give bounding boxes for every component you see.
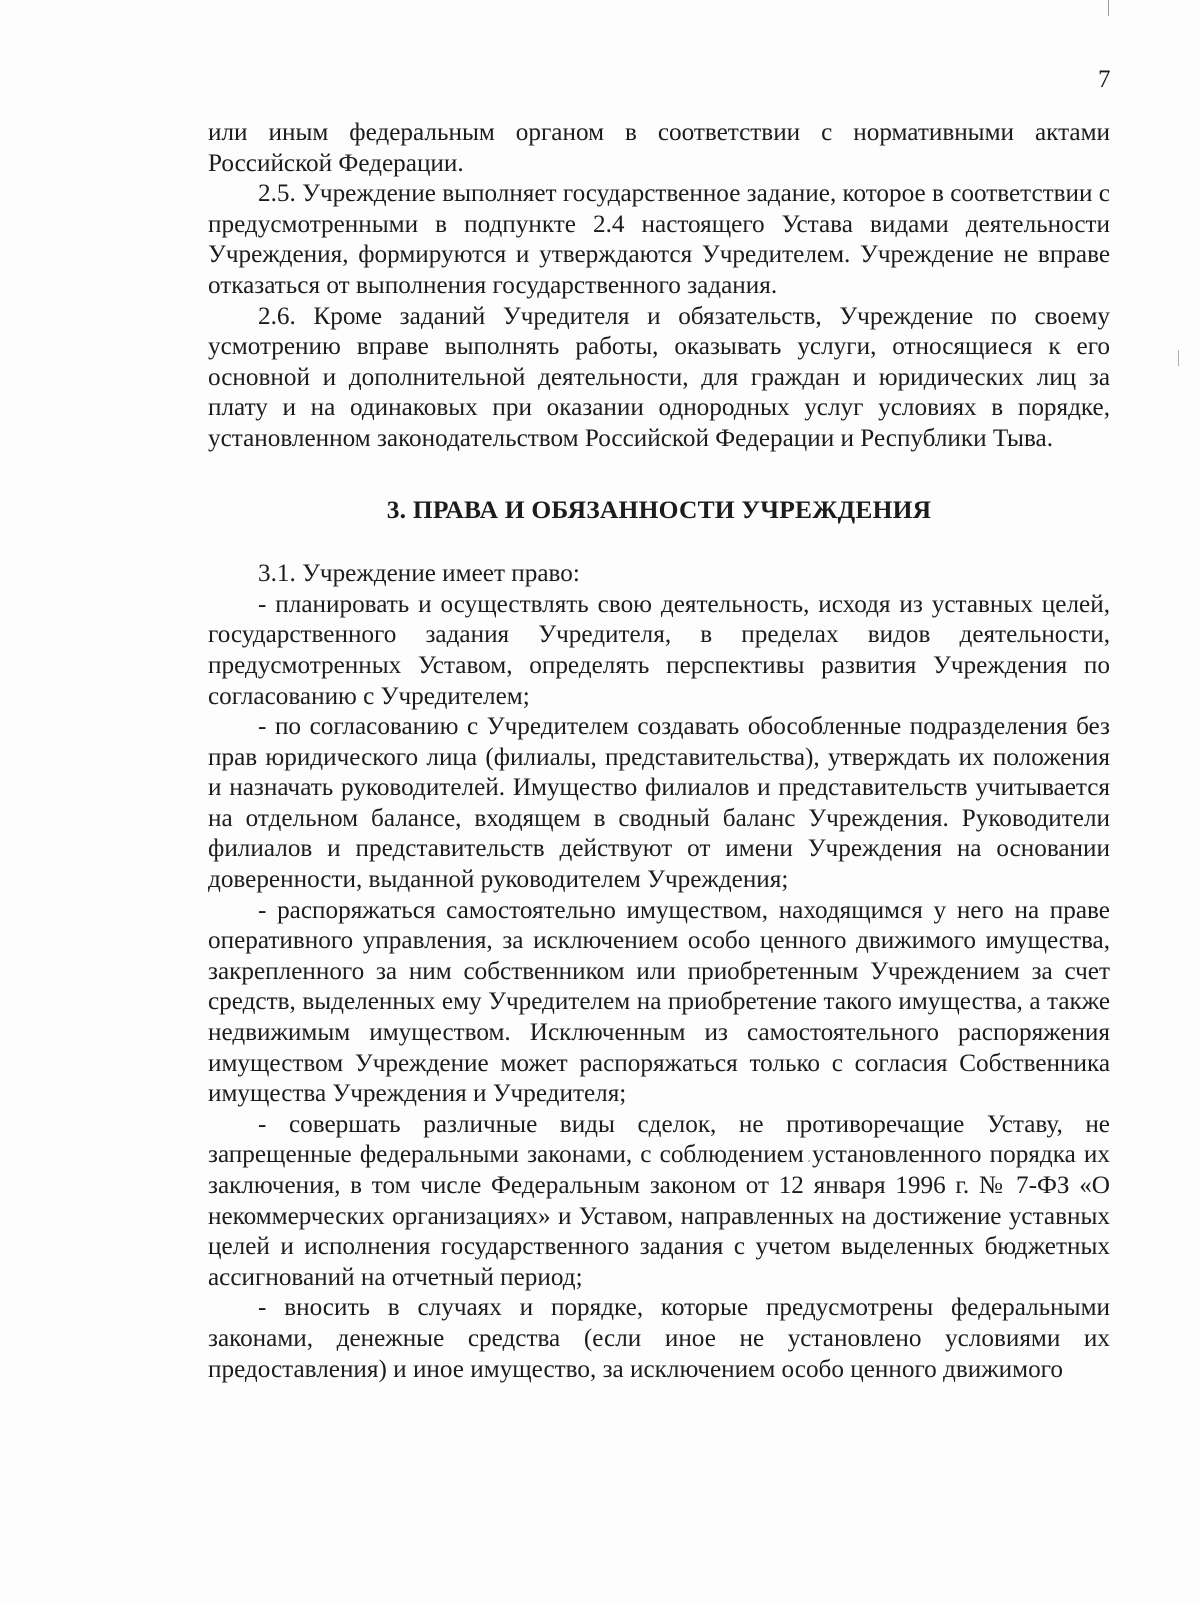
paragraph-2-5: 2.5. Учреждение выполняет государственное задание, которое в соответствии с предусмотренными в подпункте 2.4 настоящего Устава видами деятельности Учреждения, формируются и утверждаются Учредителем. Учреждение не вправе отказаться от выполнения государственного задания. bbox=[208, 180, 1110, 299]
paragraph-3-1: 3.1. Учреждение имеет право: bbox=[258, 560, 580, 588]
list-item-subdivisions: - по согласованию с Учредителем создавать обособленные подразделения без прав юридического лица (филиалы, представительства), утверждать их положения и назначать руководителей. Имущество филиалов и представительств учитывается на отдельном балансе, входящем в сводный баланс Учреждения. Руководители филиалов и представительств действуют от имени Учреждения на основании доверенности, выданной руководителем Учреждения; bbox=[208, 713, 1110, 894]
list-item-contributions: - вносить в случаях и порядке, которые предусмотрены федеральными законами, денежные средства (если иное не установлено условиями их предоставления) и иное имущество, за исключением особо ценного движимого bbox=[208, 1294, 1110, 1383]
list-item-transactions: - совершать различные виды сделок, не противоречащие Уставу, не запрещенные федеральными законами, с соблюдением установленного порядка их заключения, в том числе Федеральным законом от 12 января 1996 г. № 7-ФЗ «О некоммерческих организациях» и Уставом, направленных на достижение уставных целей и исполнения государственного задания с учетом выделенных бюджетных ассигнований на отчетный период; bbox=[208, 1110, 1110, 1291]
paragraph-continuation: или иным федеральным органом в соответствии с нормативными актами Российской Федерации. bbox=[208, 119, 1110, 177]
section-heading: 3. ПРАВА И ОБЯЗАННОСТИ УЧРЕЖДЕНИЯ bbox=[386, 494, 932, 524]
page-number: 7 bbox=[1098, 66, 1111, 93]
scan-mark bbox=[1108, 0, 1109, 16]
scan-mark bbox=[1178, 350, 1179, 366]
list-item-plan: - планировать и осуществлять свою деятельность, исходя из уставных целей, государственного задания Учредителя, в пределах видов деятельности, предусмотренных Уставом, определять перспективы развития Учреждения по согласованию с Учредителем; bbox=[208, 590, 1110, 710]
list-item-property: - распоряжаться самостоятельно имуществом, находящимся у него на праве оперативного управления, за исключением особо ценного движимого имущества, закрепленного за ним собственником или приобретенным Учреждением за счет средств, выделенных ему Учредителем на приобретение такого имущества, а также недвижимым имуществом. Исключенным из самостоятельного распоряжения имуществом Учреждение может распоряжаться только с согласия Собственника имущества Учреждения и Учредителя; bbox=[208, 896, 1110, 1108]
document-body bbox=[208, 118, 1110, 1385]
paragraph-2-6: 2.6. Кроме заданий Учредителя и обязательств, Учреждение по своему усмотрению вправе выполнять работы, оказывать услуги, относящиеся к его основной и дополнительной деятельности, для граждан и юридических лиц за плату и на одинаковых при оказании однородных услуг условиях в порядке, установленном законодательством Российской Федерации и Республики Тыва. bbox=[208, 302, 1110, 452]
